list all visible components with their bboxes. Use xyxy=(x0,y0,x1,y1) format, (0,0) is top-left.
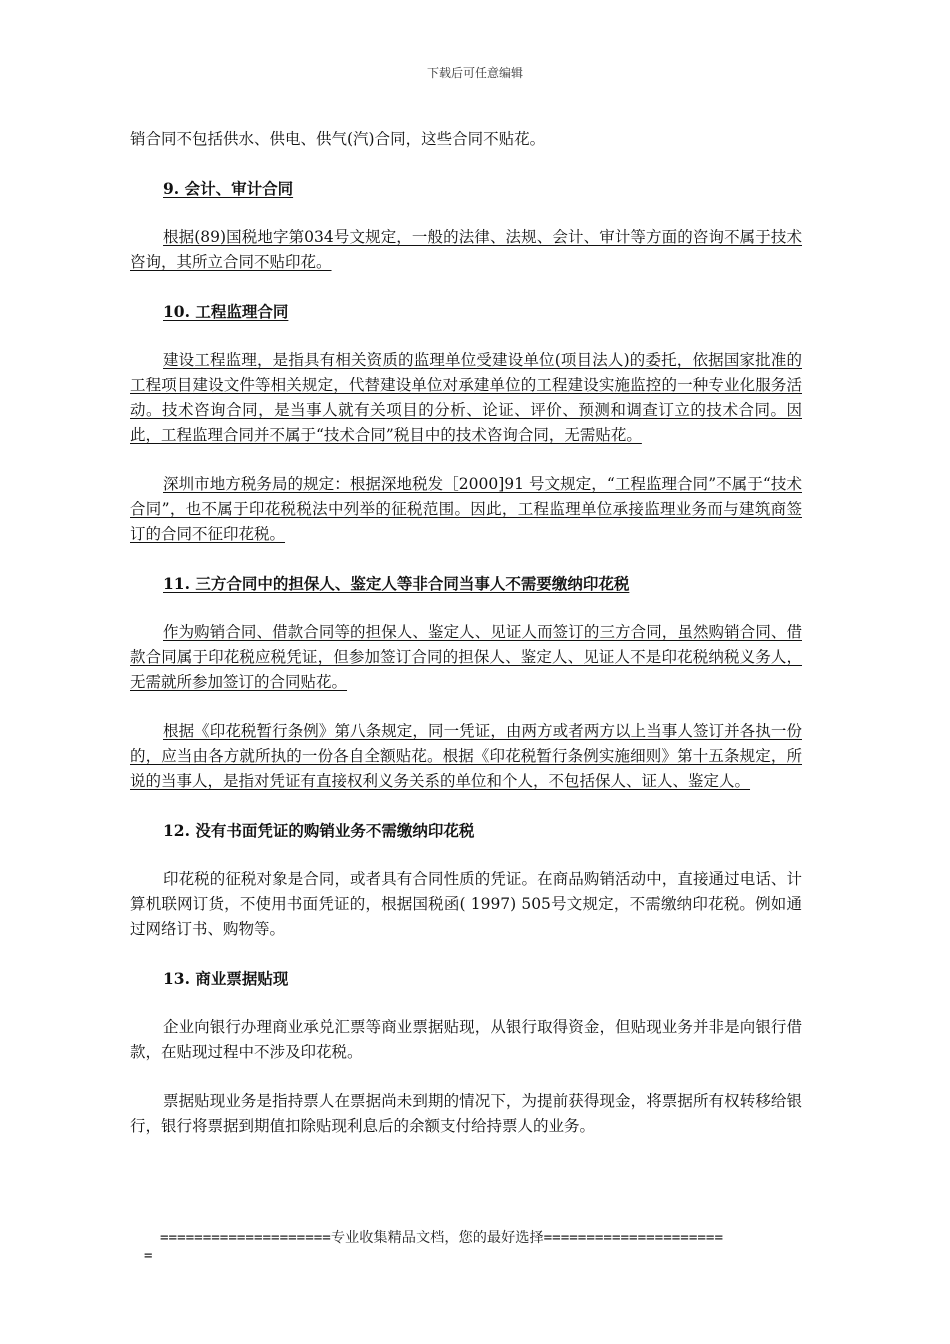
paragraph: 深圳市地方税务局的规定：根据深地税发［2000]91 号文规定，“工程监理合同”不属于“技术合同”，也不属于印花税税法中列举的征税范围。因此，工程监理单位承接监理业务而与建筑商签订的合同不征印花税。 xyxy=(130,475,802,543)
document-body xyxy=(130,127,802,1163)
paragraph: 销合同不包括供水、供电、供气(汽)合同，这些合同不贴花。 xyxy=(130,130,546,148)
paragraph: 根据(89)国税地字第034号文规定，一般的法律、法规、会计、审计等方面的咨询不属于技术咨询，其所立合同不贴印花。 xyxy=(130,228,802,271)
section-heading: 10. 工程监理合同 xyxy=(163,302,289,321)
paragraph: 根据《印花税暂行条例》第八条规定，同一凭证，由两方或者两方以上当事人签订并各执一份的，应当由各方就所执的一份各自全额贴花。根据《印花税暂行条例实施细则》第十五条规定，所说的当事人，是指对凭证有直接权利义务关系的单位和个人，不包括保人、证人、鉴定人。 xyxy=(130,722,802,790)
paragraph: 作为购销合同、借款合同等的担保人、鉴定人、见证人而签订的三方合同，虽然购销合同、借款合同属于印花税应税凭证，但参加签订合同的担保人、鉴定人、见证人不是印花税纳税义务人，无需就所参加签订的合同贴花。 xyxy=(130,623,802,691)
paragraph: 企业向银行办理商业承兑汇票等商业票据贴现，从银行取得资金，但贴现业务并非是向银行借款，在贴现过程中不涉及印花税。 xyxy=(130,1018,802,1061)
paragraph: 印花税的征税对象是合同，或者具有合同性质的凭证。在商品购销活动中，直接通过电话、计算机联网订货，不使用书面凭证的，根据国税函( 1997) 505号文规定，不需缴纳印花税。例如通过网络订书、购物等。 xyxy=(130,870,802,938)
section-heading: 12. 没有书面凭证的购销业务不需缴纳印花税 xyxy=(163,821,475,840)
section-heading: 9. 会计、审计合同 xyxy=(163,179,294,198)
paragraph: 票据贴现业务是指持票人在票据尚未到期的情况下，为提前获得现金，将票据所有权转移给银行，银行将票据到期值扣除贴现利息后的余额支付给持票人的业务。 xyxy=(130,1092,802,1135)
page-header: 下载后可任意编辑 xyxy=(426,66,523,80)
section-heading: 13. 商业票据贴现 xyxy=(163,969,289,988)
paragraph: 建设工程监理，是指具有相关资质的监理单位受建设单位(项目法人)的委托，依据国家批准的工程项目建设文件等相关规定，代替建设单位对承建单位的工程建设实施监控的一种专业化服务活动。技术咨询合同，是当事人就有关项目的分析、论证、评价、预测和调查订立的技术合同。因此，工程监理合同并不属于“技术合同”税目中的技术咨询合同，无需贴花。 xyxy=(130,351,802,444)
footer-banner: ====================专业收集精品文档，您的最好选择===================== xyxy=(160,1230,724,1246)
section-heading: 11. 三方合同中的担保人、鉴定人等非合同当事人不需要缴纳印花税 xyxy=(163,574,630,593)
footer-banner-continuation: = xyxy=(144,1248,153,1264)
